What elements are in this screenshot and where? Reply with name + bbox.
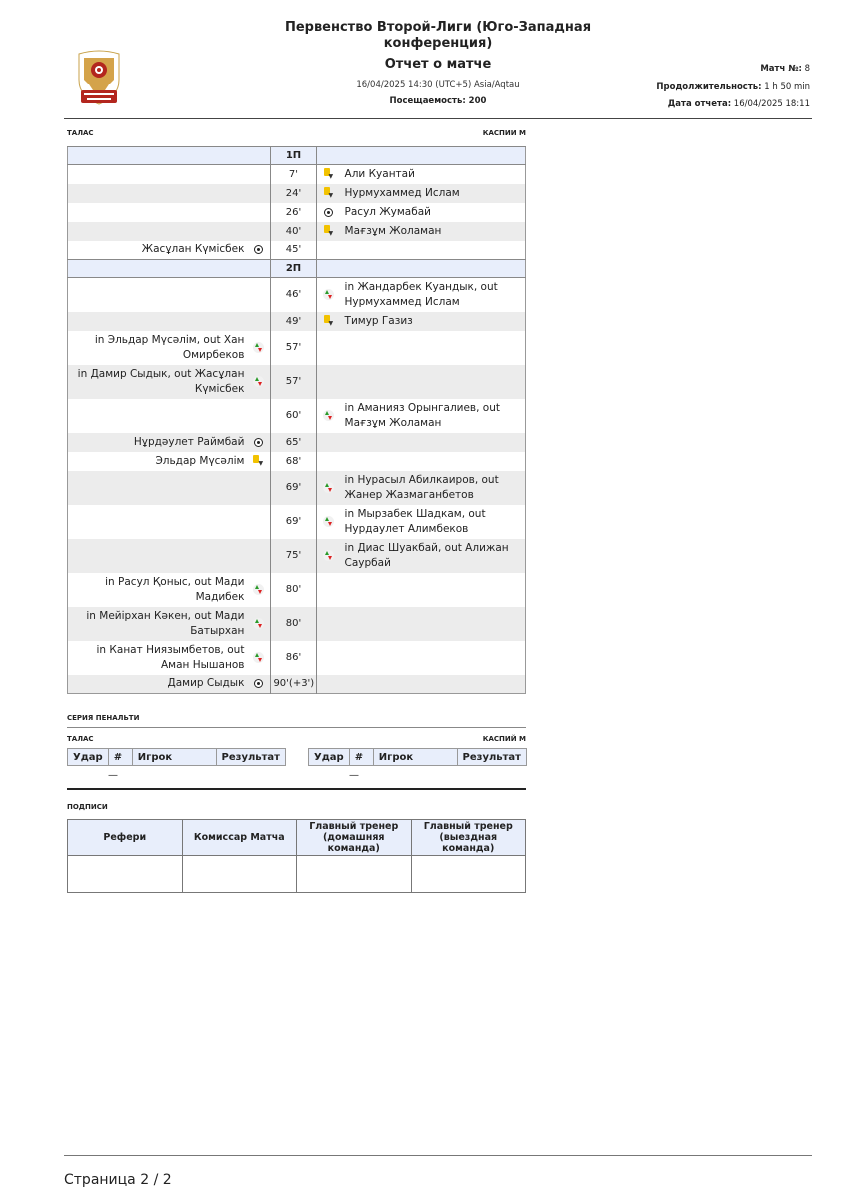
goal-ball-icon bbox=[252, 678, 264, 690]
penalty-table-away bbox=[308, 748, 527, 766]
event-row bbox=[68, 222, 526, 241]
event-minute: 40' bbox=[271, 222, 316, 241]
penalty-away-empty: — bbox=[349, 770, 359, 781]
col-kick: Удар bbox=[68, 749, 109, 766]
substitution-icon bbox=[323, 289, 335, 301]
event-minute: 69' bbox=[271, 505, 316, 539]
event-row bbox=[68, 331, 526, 365]
substitution-icon bbox=[323, 410, 335, 422]
yellow-card-icon: ▼ bbox=[323, 225, 335, 237]
event-description: in Аманияз Орынгалиев, out Мағзұм Жоламан bbox=[344, 401, 500, 429]
sign-home-coach-field bbox=[297, 856, 412, 893]
event-row bbox=[68, 641, 526, 675]
event-description: in Жандарбек Куандык, out Нурмухаммед Ислам bbox=[344, 280, 498, 308]
substitution-icon bbox=[252, 618, 264, 630]
event-minute: 7' bbox=[271, 165, 316, 184]
substitution-icon bbox=[252, 652, 264, 664]
event-description: in Расул Қоныс, out Мади Мадибек bbox=[105, 575, 245, 603]
event-description: Мағзұм Жоламан bbox=[344, 224, 442, 237]
event-row bbox=[68, 312, 526, 331]
penalty-home-empty: — bbox=[108, 770, 118, 781]
event-row bbox=[68, 573, 526, 607]
event-row bbox=[68, 203, 526, 222]
event-description: in Диас Шуакбай, out Алижан Саурбай bbox=[344, 541, 509, 569]
event-minute: 86' bbox=[271, 641, 316, 675]
event-description: in Дамир Сыдык, out Жасұлан Күмісбек bbox=[77, 367, 245, 395]
goal-ball-icon bbox=[323, 206, 335, 218]
substitution-icon bbox=[252, 584, 264, 596]
event-row bbox=[68, 452, 526, 471]
yellow-card-icon: ▼ bbox=[252, 455, 264, 467]
event-row bbox=[68, 365, 526, 399]
yellow-card-icon: ▼ bbox=[323, 187, 335, 199]
event-minute: 80' bbox=[271, 607, 316, 641]
yellow-card-icon: ▼ bbox=[323, 168, 335, 180]
substitution-icon bbox=[252, 342, 264, 354]
sign-away-coach-header: Главный тренер (выездная команда) bbox=[411, 820, 526, 856]
sign-home-coach-header: Главный тренер (домашняя команда) bbox=[297, 820, 412, 856]
event-minute: 80' bbox=[271, 573, 316, 607]
goal-ball-icon bbox=[252, 244, 264, 256]
match-datetime: 16/04/2025 14:30 (UTC+5) Asia/Aqtau bbox=[356, 80, 520, 90]
event-minute: 90'(+3') bbox=[271, 675, 316, 694]
sign-referee-field bbox=[68, 856, 183, 893]
event-description: in Нурасыл Абилкаиров, out Жанер Жазмаганбетов bbox=[344, 473, 499, 501]
penalty-away-team: КАСПИЙ М bbox=[482, 735, 526, 743]
col-number: # bbox=[349, 749, 373, 766]
report-date: Дата отчета: 16/04/2025 18:11 bbox=[667, 99, 810, 109]
col-result: Результат bbox=[216, 749, 285, 766]
event-description: Тимур Газиз bbox=[344, 314, 413, 327]
half-header-row bbox=[68, 147, 526, 165]
col-result: Результат bbox=[457, 749, 526, 766]
half-label: 2П bbox=[271, 260, 316, 278]
event-row bbox=[68, 184, 526, 203]
event-minute: 26' bbox=[271, 203, 316, 222]
event-description: Али Куантай bbox=[344, 167, 415, 180]
header-divider bbox=[64, 118, 812, 119]
half-label: 1П bbox=[271, 147, 316, 165]
event-row bbox=[68, 505, 526, 539]
penalty-home-team: ТАЛАС bbox=[67, 735, 94, 743]
penalty-section-title: СЕРИЯ ПЕНАЛЬТИ bbox=[67, 714, 140, 722]
substitution-icon bbox=[252, 376, 264, 388]
event-minute: 57' bbox=[271, 331, 316, 365]
league-logo bbox=[75, 50, 123, 106]
event-minute: 49' bbox=[271, 312, 316, 331]
event-description: in Мырзабек Шадкам, out Нурдаулет Алимбеков bbox=[344, 507, 486, 535]
col-player: Игрок bbox=[132, 749, 216, 766]
event-minute: 69' bbox=[271, 471, 316, 505]
col-player: Игрок bbox=[373, 749, 457, 766]
penalty-divider bbox=[67, 727, 526, 728]
match-events-table bbox=[67, 146, 526, 694]
sign-commissioner-header: Комиссар Матча bbox=[182, 820, 297, 856]
event-row bbox=[68, 433, 526, 452]
event-minute: 46' bbox=[271, 278, 316, 312]
substitution-icon bbox=[323, 482, 335, 494]
event-row bbox=[68, 241, 526, 260]
event-row bbox=[68, 165, 526, 184]
col-number: # bbox=[108, 749, 132, 766]
event-row bbox=[68, 675, 526, 694]
event-minute: 65' bbox=[271, 433, 316, 452]
event-row bbox=[68, 539, 526, 573]
match-duration: Продолжительность: 1 h 50 min bbox=[656, 82, 810, 92]
event-description: in Мейірхан Кәкен, out Мади Батырхан bbox=[86, 609, 245, 637]
half-header-row bbox=[68, 260, 526, 278]
report-subtitle: Отчет о матче bbox=[384, 57, 492, 72]
sign-referee-header: Рефери bbox=[68, 820, 183, 856]
event-row bbox=[68, 399, 526, 433]
event-minute: 57' bbox=[271, 365, 316, 399]
sign-commissioner-field bbox=[182, 856, 297, 893]
substitution-icon bbox=[323, 550, 335, 562]
event-description: Жасұлан Күмісбек bbox=[141, 243, 245, 256]
goal-ball-icon bbox=[252, 436, 264, 448]
yellow-card-icon: ▼ bbox=[323, 315, 335, 327]
attendance: Посещаемость: 200 bbox=[389, 96, 487, 106]
event-description: in Канат Ниязымбетов, out Аман Нышанов bbox=[96, 643, 245, 671]
event-minute: 68' bbox=[271, 452, 316, 471]
event-description: Эльдар Мүсәлім bbox=[155, 454, 245, 467]
event-description: Нурмухаммед Ислам bbox=[344, 186, 460, 199]
signatures-section-title: ПОДПИСИ bbox=[67, 803, 108, 811]
page-number: Страница 2 / 2 bbox=[64, 1172, 172, 1188]
penalty-end-rule bbox=[67, 788, 526, 790]
sign-away-coach-field bbox=[411, 856, 526, 893]
home-team-name: ТАЛАС bbox=[67, 129, 94, 137]
away-team-name: КАСПИИ М bbox=[482, 129, 526, 137]
event-minute: 75' bbox=[271, 539, 316, 573]
event-description: Дамир Сыдык bbox=[167, 677, 245, 690]
event-description: Расул Жумабай bbox=[344, 205, 431, 218]
substitution-icon bbox=[323, 516, 335, 528]
event-minute: 60' bbox=[271, 399, 316, 433]
event-description: Нұрдәулет Раймбай bbox=[133, 435, 245, 448]
report-title: Первенство Второй-Лиги (Юго-Западная конференция) bbox=[284, 20, 592, 51]
event-row bbox=[68, 471, 526, 505]
penalty-table-home bbox=[67, 748, 286, 766]
event-description: in Эльдар Мүсәлім, out Хан Омирбеков bbox=[94, 333, 245, 361]
footer-divider bbox=[64, 1155, 812, 1156]
event-minute: 24' bbox=[271, 184, 316, 203]
col-kick: Удар bbox=[309, 749, 350, 766]
match-number: Матч №: 8 bbox=[760, 64, 810, 74]
signatures-table bbox=[67, 819, 526, 893]
event-minute: 45' bbox=[271, 241, 316, 260]
event-row bbox=[68, 607, 526, 641]
event-row bbox=[68, 278, 526, 312]
